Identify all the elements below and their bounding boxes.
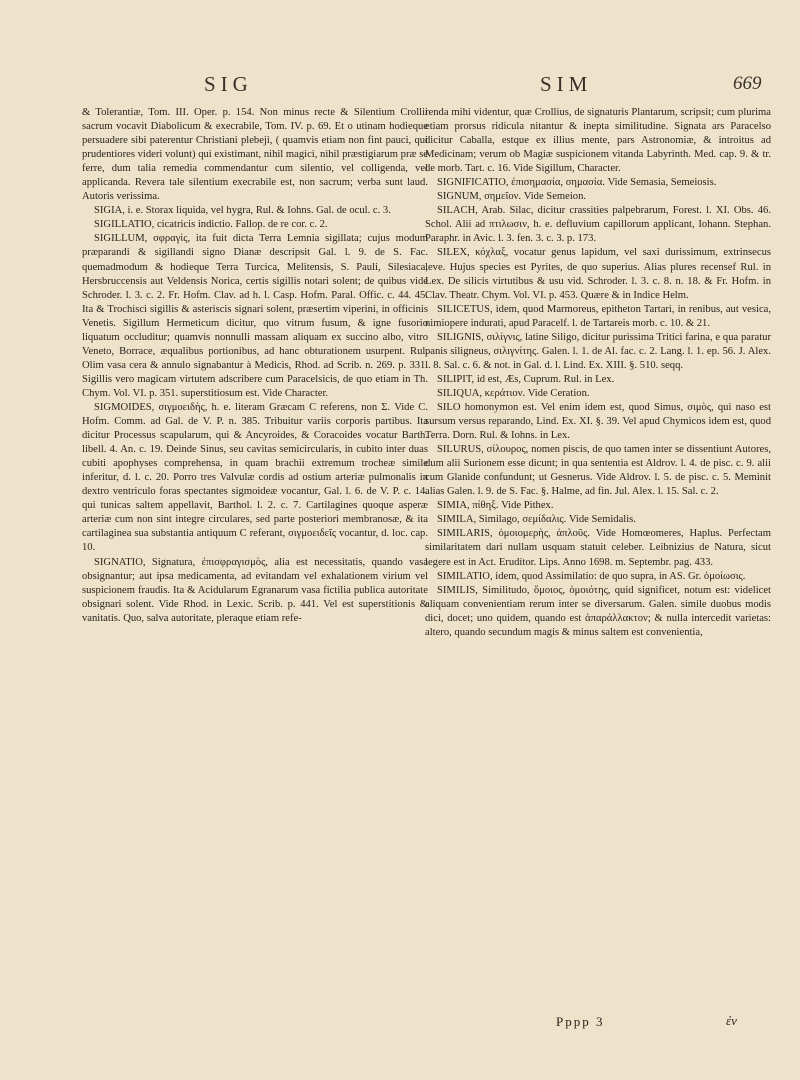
entry-silex: SILEX, κόχλαξ, vocatur genus lapidum, vel saxi durissimum, extrinsecus leve. Hujus species est Pyrites, de quo superius. Alias plures recensef Rul. in Lex. De silicis virtutibus & usu vid. Schroder. l. 3. c. 8. n. 18. & Fr. Hofm. in Clav. Theatr. Chym. Vol. VI. p. 453. Quære & in Indice Helm. (425, 247, 771, 301)
running-head-left: SIG (204, 72, 253, 96)
entry-simia: SIMIA, πίθηξ. Vide Pithex. (437, 500, 554, 512)
entry-silo: SILO homonymon est. Vel enim idem est, quod Simus, σιμὸς, qui naso est sursum versus reparando, Lind. Ex. XI. §. 39. Vel apud Chymicos idem est, quod Terra. Dorn. Rul. & Iohns. in Lex. (425, 401, 771, 442)
entry-sigmoides: SIGMOIDES, σιγμοειδὴς, h. e. literam Græcam C referens, non Σ. Vide C. Hofm. Comm. ad Gal. de V. P. n. 385. Tribuitur variis corporis partibus. Ita dicitur Processus scapularum, qui & Ancyroides, & Coracoides vocatur Barth. libell. 4. An. c. 19. Deinde Sinus, seu cavitas semicircularis, in cubito inter duas cubiti apophyses comprehensa, in quam brachii extremum trocheæ simile inferitur, d. l. c. 20. Porro tres Valvulæ cordis ad ostium arteriæ pulmonalis in dextro ventriculo foras spectantes sigmoideæ vocantur, Gal. l. 6. de V. P. c. 14. qui tunicas saltem appellavit, Barthol. l. 2. c. 7. Cartilagines quoque asperæ arteriæ cum non sint integre circulares, sed parte posteriori membranosæ, & ita cartilaginea sua substantia antiquum C referant, σιγμοειδεῖς vocantur, d. loc. cap. 10. (82, 401, 428, 554)
entry-sigillatio: SIGILLATIO, cicatricis indictio. Fallop. de re cor. c. 2. (94, 219, 328, 231)
entry-silurus: SILURUS, σίλουρος, nomen piscis, de quo tamen inter se dissentiunt Autores, dum alii Surionem esse dicunt; in qua sententia est Aldrov. l. 4. de pisc. c. 9. alii cum Glanide confundunt; ut Gesnerus. Vide Aldrov. l. 5. de pisc. c. 5. Meminit alias Galen. l. 9. de S. Fac. §. Halme, ad fin. Jul. Alex. l. 15. Sal. c. 2. (425, 444, 771, 498)
entry-simila: SIMILA, Similago, σεμίδαλις. Vide Semidalis. (437, 514, 636, 526)
entry-similaris: SIMILARIS, ὁμοιομερὴς, ἁπλοῦς. Vide Homœomeres, Haplus. Perfectam similaritatem dari nullam usquam statuit celeber. Leibnizius de Natura, sicut legere est in Act. Erudítor. Lips. Anno 1698. m. Septembr. pag. 433. (425, 528, 771, 568)
entry-silach: SILACH, Arab. Silac, dicitur crassities palpebrarum, Forest. l. XI. Obs. 46. Schol. Alii ad πτιλωσιν, h. e. defluvium capillorum applicant, Iohann. Stephan. Paraphr. in Avic. l. 3. fen. 3. c. 3. p. 173. (425, 205, 771, 245)
entry-similis: SIMILIS, Similitudo, ὅμοιος, ὁμοιότης, quid significet, notum est: videlicet aliquam convenientiam rerum inter se diversarum. Galen. simile duobus modis dici, docet; uno quidem, quando est ἀπαράλλακτον; & nulla intercedit varietas: altero, quando secundum magis & minus saltem est convenientia, (425, 584, 771, 638)
catchword: ἐν (726, 1013, 737, 1028)
running-head-right: SIM (540, 72, 593, 96)
signature-mark: Pppp 3 (556, 1014, 605, 1029)
right-column (425, 106, 771, 640)
entry-signatio: SIGNATIO, Signatura, ἐπισφραγισμὸς, alia est necessitatis, quando vasa obsignantur; aut ipsa medicamenta, ad evitandam vel exhalationem virium vel suspicionem fraudis. Ita & Acidularum Egranarum vasa fictilia publica autoritate obsignari solent. Vide Rhod. in Lexic. Scrib. p. 441. Vel est superstitionis & vanitatis. Quo, salva autoritate, pleraque etiam refe- (82, 556, 428, 624)
paragraph: renda mihi videntur, quæ Crollius, de signaturis Plantarum, scripsit; cum plurima etiam prorsus ridicula nitantur & inepta similitudine. Signata ars Paracelso dicitur Caballa, estque ex illius mente, pars Astronomiæ, & introitus ad Medicinam; verum ob Magiæ suspicionem vitanda Labyrinth. Med. cap. 9. & tr. de morb. Tart. c. 16. Vide Sigillum, Character. (425, 107, 771, 175)
entry-sigia: SIGIA, i. e. Storax liquida, vel hygra, Rul. & Iohns. Gal. de ocul. c. 3. (94, 205, 391, 217)
entry-silicetus: SILICETUS, idem, quod Marmoreus, epitheton Tartari, in renibus, aut vesica, nimiopere indurati, apud Paracelf. l. de Tartareis morb. c. 10. & 21. (425, 303, 771, 329)
left-column (82, 106, 428, 626)
entry-similatio: SIMILATIO, idem, quod Assimilatio: de quo supra, in AS. Gr. ὁμοίωσις. (437, 570, 746, 582)
entry-siliqua: SILIQUA, κεράτιον. Vide Ceration. (437, 387, 590, 399)
page-number: 669 (733, 73, 762, 94)
entry-significatio: SIGNIFICATIO, ἐπισημασία, σημασία. Vide Semasia, Semeiosis. (437, 177, 717, 189)
entry-silipit: SILIPIT, id est, Æs, Cuprum. Rul. in Lex. (437, 373, 615, 385)
entry-signum: SIGNUM, σημεῖον. Vide Semeion. (437, 191, 587, 203)
entry-silignis: SILIGNIS, σιλίγνις, latine Siligo, dicitur purissima Tritici farina, e qua paratur panis siligneus, σιλιγνίτης. Galen. l. 1. de Al. fac. c. 2. Lang. l. 1. ep. 56. J. Alex. l. 8. Sal. c. 6. & not. in Gal. d. l. Lind. Ex. XIII. §. 510. seqq. (425, 331, 771, 371)
paragraph: & Tolerantiæ, Tom. III. Oper. p. 154. Non minus recte & Silentium Crollii sacrum vocavit Diabolicum & execrabile, Tom. IV. p. 69. Et o utinam hodieque persuadere sibi paterentur Christiani plebeji, ( quamvis etiam non fint pauci, qui prudentiores videri volunt) qui existimant, nihil magici, nihil præstigiarum præ se ferre, dum talia remedia commendantur cum silentio, vel colligenda, vel applicanda. Revera tale silentium execrabile est, non sacrum; verba sunt laud. Autoris verissima. (82, 107, 429, 203)
entry-sigillum: SIGILLUM, σφραγὶς, ita fuit dicta Terra Lemnia sigillata; cujus modum præparandi & sigillandi signo Dianæ descripsit Gal. l. 9. de S. Fac. quemadmodum & hodieque Terra Turcica, Melitensis, S. Pauli, Silesiaca, Hersbruccensis aut Veldensis Norica, certis sigillis notari solent; de quibus vide Schroder. l. 3. c. 2. Fr. Hofm. Clav. ad h. l. Casp. Hofm. Paral. Offic. c. 44. 45. Ita & Trochisci sigillis & asteriscis signari solent, præsertim viperini, in officinis Venetis. Sigillum Hermeticum dicitur, quo vitrum fusum, & igne fusorio liquatum occluditur; quamvis nonnulli massam aliquam ex succino albo, vitro Veneto, Borrace, æqualibus portionibus, ad hanc obturationem usurpent. Rul. Olim vasa cera & annulo signabantur à Medicis, Rhod. ad Scrib. n. 269. p. 331. Sigillis vero magicam virtutem adscribere cum Paracelsicis, de quo etiam in Th. Chym. Vol. VI. p. 351. superstitiosum est. Vide Character. (82, 233, 428, 399)
